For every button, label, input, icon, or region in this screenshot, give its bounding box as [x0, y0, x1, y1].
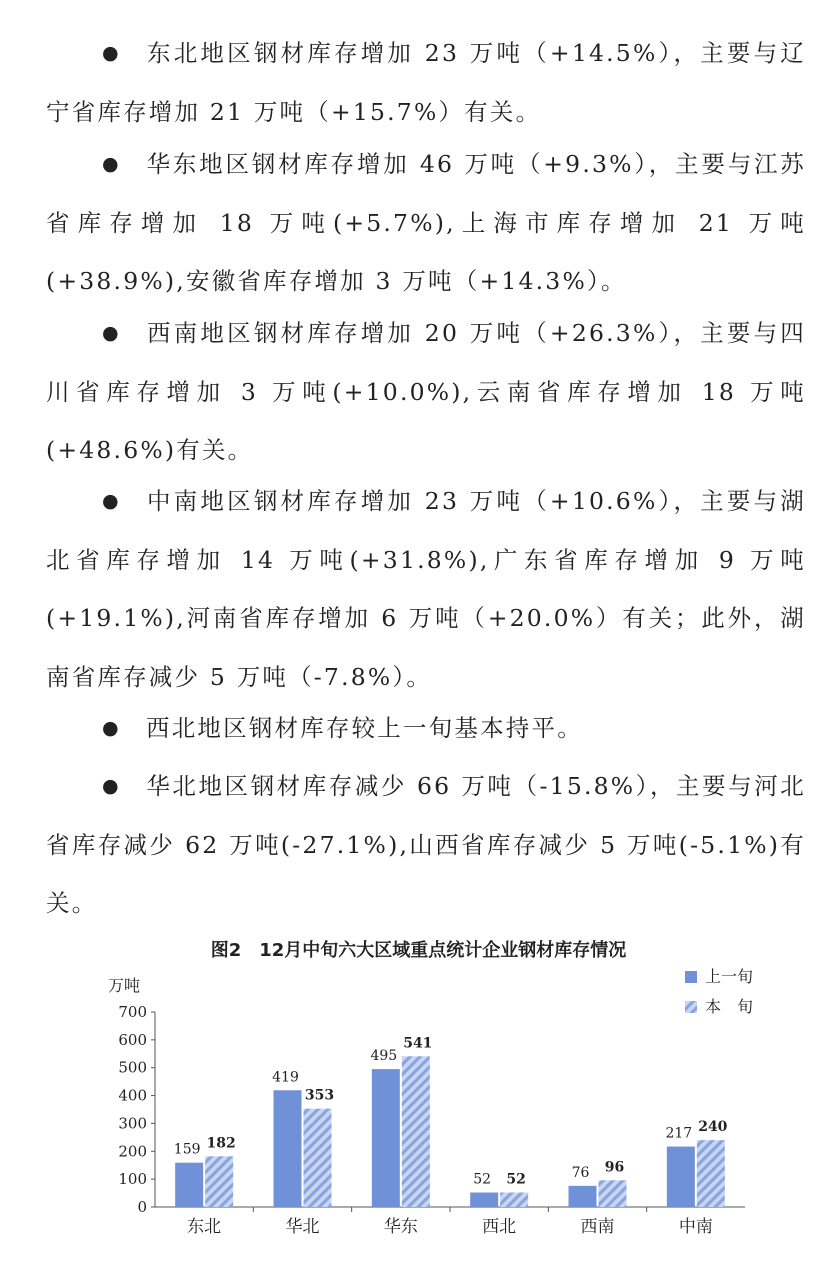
paragraph-northeast: [46, 24, 806, 141]
paragraph-north: [46, 757, 806, 933]
bar-previous: [372, 1069, 400, 1207]
x-tick-label: 华东: [383, 1217, 418, 1237]
y-tick-label: 100: [118, 1170, 147, 1189]
data-label: 182: [206, 1135, 236, 1152]
y-tick-label: 700: [118, 1003, 147, 1021]
y-tick-label: 400: [118, 1086, 147, 1105]
bar-previous: [569, 1186, 597, 1207]
bar-previous: [274, 1090, 302, 1207]
bullet-icon: ●: [102, 42, 121, 64]
data-label: 159: [173, 1141, 201, 1158]
legend-label: 本 旬: [705, 997, 754, 1016]
bar-current: [500, 1193, 528, 1207]
bar-current: [697, 1140, 725, 1207]
paragraph-text: 华北地区钢材库存减少 66 万吨（-15.8%），主要与河北省库存减少 62 万吨(-27.1%),山西省库存减少 5 万吨(-5.1%)有关。: [46, 772, 806, 917]
paragraph-text: 西北地区钢材库存较上一旬基本持平。: [146, 714, 583, 742]
legend-label: 上一旬: [705, 967, 754, 986]
data-label: 419: [272, 1069, 299, 1086]
bullet-icon: ●: [102, 490, 121, 512]
paragraph-text: 东北地区钢材库存增加 23 万吨（+14.5%），主要与辽宁省库存增加 21 万吨（+15.7%）有关。: [46, 39, 806, 126]
paragraph-northwest: [46, 699, 806, 758]
figure-inventory-chart: [0, 930, 837, 1264]
bullet-icon: ●: [102, 717, 121, 739]
x-tick-label: 东北: [187, 1217, 222, 1237]
data-label: 217: [665, 1125, 693, 1142]
y-tick-label: 300: [118, 1114, 147, 1133]
bar-current: [304, 1109, 332, 1207]
data-label: 495: [370, 1048, 398, 1065]
y-tick-label: 500: [118, 1058, 147, 1077]
paragraph-text: 西南地区钢材库存增加 20 万吨（+26.3%），主要与四川省库存增加 3 万吨(+10.0%),云南省库存增加 18 万吨(+48.6%)有关。: [46, 319, 806, 464]
data-label: 52: [473, 1171, 492, 1188]
x-tick-label: 西南: [580, 1217, 615, 1237]
y-axis-label: 万吨: [108, 976, 141, 995]
bar-previous: [667, 1147, 695, 1207]
data-label: 541: [403, 1035, 433, 1052]
paragraph-text: 中南地区钢材库存增加 23 万吨（+10.6%），主要与湖北省库存增加 14 万吨(+31.8%),广东省库存增加 9 万吨(+19.1%),河南省库存增加 6 万吨（+20.0%）有关；此外，湖南省库存减少 5 万吨（-7.8%）。: [46, 487, 806, 691]
paragraph-text: 华东地区钢材库存增加 46 万吨（+9.3%），主要与江苏省库存增加 18 万吨(+5.7%),上海市库存增加 21 万吨(+38.9%),安徽省库存增加 3 万吨（+14.3%）。: [46, 150, 806, 295]
paragraph-east: [46, 135, 806, 311]
bar-previous: [470, 1193, 498, 1207]
bullet-icon: ●: [102, 775, 121, 797]
data-label: 240: [698, 1119, 728, 1136]
y-tick-label: 0: [137, 1198, 147, 1216]
paragraph-central-south: [46, 472, 806, 706]
bar-current: [205, 1156, 233, 1207]
y-tick-label: 200: [118, 1142, 147, 1161]
x-tick-label: 中南: [678, 1217, 713, 1237]
bar-previous: [175, 1163, 203, 1207]
bullet-icon: ●: [102, 322, 121, 344]
bar-chart: [0, 930, 837, 1264]
chart-title: 图2 12月中旬六大区域重点统计企业钢材库存情况: [210, 940, 627, 961]
y-tick-label: 600: [118, 1030, 147, 1049]
data-label: 96: [604, 1159, 625, 1176]
legend-swatch: [685, 971, 697, 983]
data-label: 52: [506, 1171, 526, 1188]
legend-swatch: [685, 1001, 697, 1013]
paragraph-southwest: [46, 304, 806, 480]
x-tick-label: 华北: [285, 1217, 320, 1237]
bullet-icon: ●: [102, 153, 121, 175]
x-tick-label: 西北: [482, 1217, 517, 1237]
bar-current: [402, 1056, 430, 1207]
data-label: 353: [304, 1087, 335, 1104]
data-label: 76: [571, 1164, 590, 1181]
bar-current: [599, 1180, 627, 1207]
